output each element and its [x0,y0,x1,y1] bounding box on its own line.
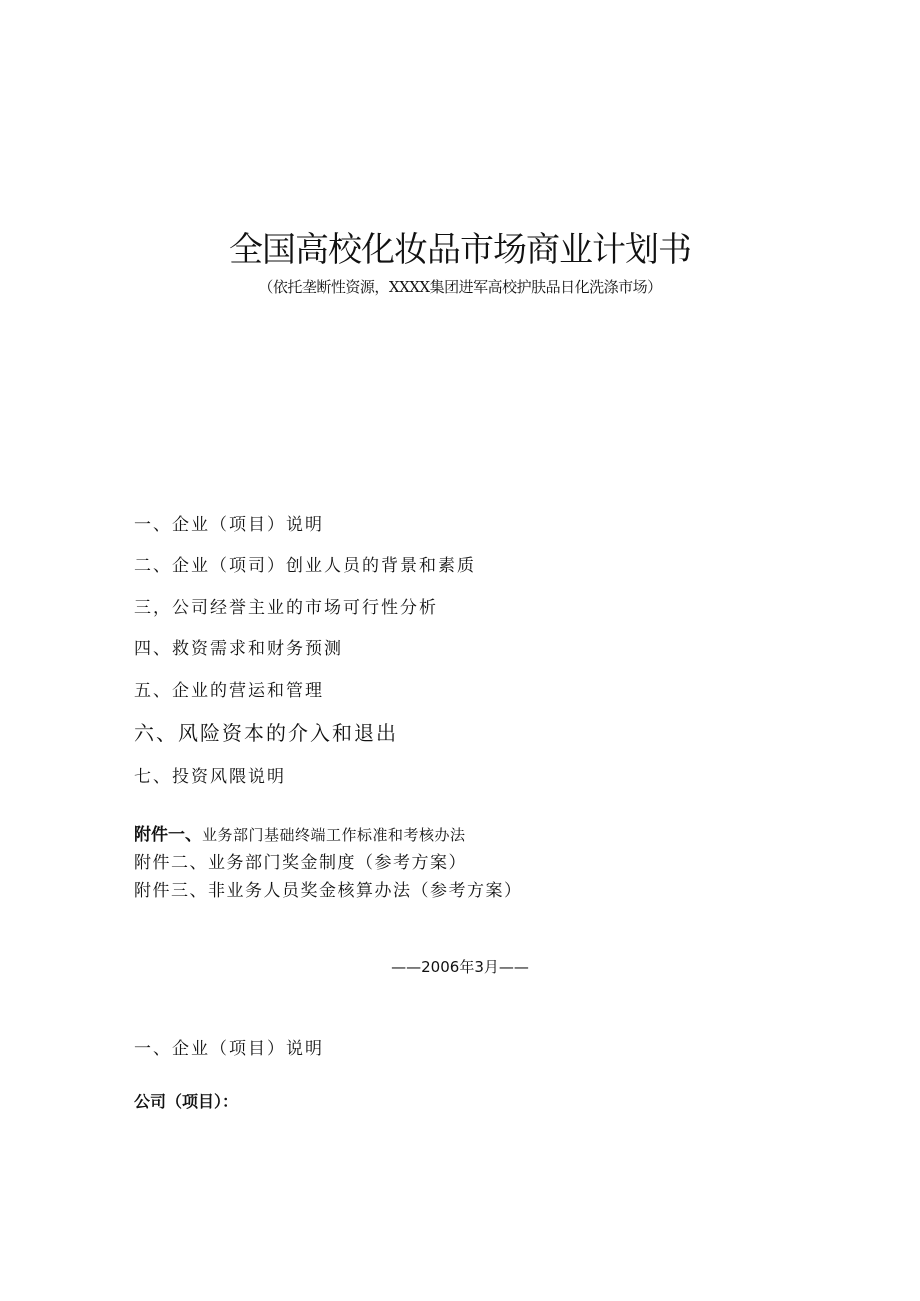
appendix-item [134,820,466,845]
appendix-text: 业务部门基础终端工作标准和考核办法 [202,826,466,844]
document-subtitle: （依托垄断性资源，XXXX集团进军高校护肤品日化洗涤市场） [258,278,662,296]
document-title: 全国高校化妆品市场商业计划书 [229,230,691,270]
toc-item: 六、风险资本的介入和退出 [134,721,398,745]
document-date: ——2006年3月—— [391,958,529,976]
toc-item: 三，公司经誉主业的市场可行性分析 [134,598,438,618]
appendix-item: 附件三、非业务人员奖金核算办法（参考方案） [134,881,523,901]
toc-item: 一、企业（项目）说明 [134,515,324,535]
appendix-prefix: 附件一、 [134,825,202,845]
toc-item: 四、救资需求和财务预测 [134,639,343,659]
toc-item: 五、企业的营运和管理 [134,681,324,701]
appendix-item: 附件二、业务部门奖金制度（参考方案） [134,853,467,873]
company-label: 公司（项目）： [134,1092,239,1111]
section-heading: 一、企业（项目）说明 [134,1039,324,1059]
toc-item: 七、投资风隈说明 [134,767,286,787]
toc-item: 二、企业（项司）创业人员的背景和素质 [134,556,476,576]
